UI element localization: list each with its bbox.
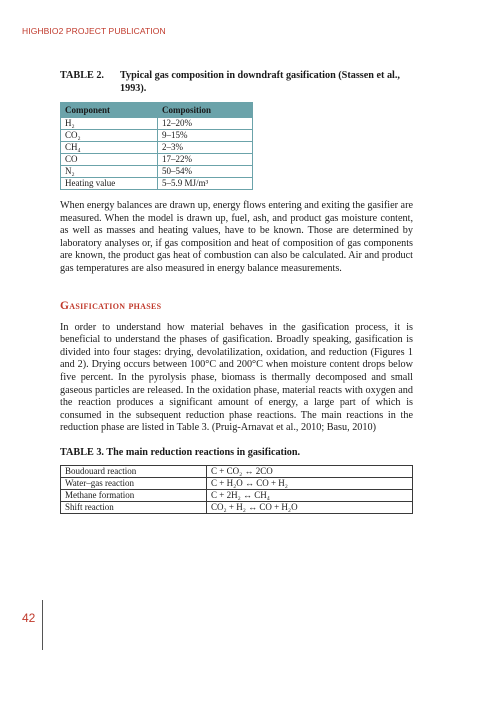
table-row: [61, 130, 253, 142]
table-row: [61, 166, 253, 178]
table-row: [61, 154, 253, 166]
table-cell: 12–20%: [158, 118, 253, 130]
table-cell: 17–22%: [158, 154, 253, 166]
table2-caption: [60, 70, 413, 95]
table-cell: CO₂: [61, 130, 158, 142]
table-row: [61, 465, 413, 477]
table-cell: C + CO₂ ↔ 2CO: [207, 465, 413, 477]
gasification-phases-paragraph: In order to understand how material behaves in the gasification process, it is beneficial to understand the phases of gasification. Broadly speaking, gasification is divided into four stages: drying, devolatilization, oxidation, and reduction (Figures 1 and 2). Drying occurs between 100°C and 200°C when moisture content drops below five percent. In the pyrolysis phase, biomass is thermally decomposed and small gaseous particles are released. In the oxidation phase, material reacts with oxygen and the reaction produces a significant amount of energy, a large part of which is consumed in the subsequent reduction phase reactions. The main reactions in the reduction phase are listed in Table 3. (Pruig-Arnavat et al., 2010; Basu, 2010): [60, 321, 413, 434]
table-cell: 5–5.9 MJ/m³: [158, 178, 253, 190]
table-cell: CH₄: [61, 142, 158, 154]
table2-header-component: Component: [61, 103, 158, 118]
table-cell: 50–54%: [158, 166, 253, 178]
table-row: [61, 142, 253, 154]
running-header: HIGHBIO2 PROJECT PUBLICATION: [22, 26, 166, 36]
reduction-reactions-table: [60, 465, 413, 514]
table2-label: TABLE 2.: [60, 70, 104, 81]
page-content: [60, 70, 413, 514]
table-cell: C + H₂O ↔ CO + H₂: [207, 477, 413, 489]
table-cell: N₂: [61, 166, 158, 178]
table-row: [61, 178, 253, 190]
table-cell: Shift reaction: [61, 501, 207, 513]
table-cell: Heating value: [61, 178, 158, 190]
table-row: [61, 501, 413, 513]
table-row: [61, 477, 413, 489]
table-cell: Methane formation: [61, 489, 207, 501]
table-cell: CO₂ + H₂ ↔ CO + H₂O: [207, 501, 413, 513]
table-cell: Boudouard reaction: [61, 465, 207, 477]
table2-title: Typical gas composition in downdraft gasification (Stassen et al., 1993).: [120, 70, 400, 94]
section-heading: Gasification phases: [60, 299, 162, 312]
table-row: [61, 489, 413, 501]
table3-caption: TABLE 3. The main reduction reactions in gasification.: [60, 446, 301, 458]
table-cell: C + 2H₂ ↔ CH₄: [207, 489, 413, 501]
table2-header-composition: Composition: [158, 103, 253, 118]
table-cell: Water–gas reaction: [61, 477, 207, 489]
table-cell: CO: [61, 154, 158, 166]
table-cell: H₂: [61, 118, 158, 130]
energy-balance-paragraph: When energy balances are drawn up, energy flows entering and exiting the gasifier are measured. When the model is drawn up, fuel, ash, and product gas moisture content, as well as masses and heating values, have to be known. Those are determined by laboratory analyses or, if gas composition and heat of composition of gas components are known, the product gas heat of combustion can also be calculated. Air and product gas temperatures are also measured in energy balance measurements.: [60, 200, 413, 274]
page-number-rule: [42, 600, 43, 650]
table-cell: 9–15%: [158, 130, 253, 142]
page-number: 42: [22, 611, 36, 625]
table-row: [61, 118, 253, 130]
table-cell: 2–3%: [158, 142, 253, 154]
gas-composition-table: [60, 102, 253, 190]
